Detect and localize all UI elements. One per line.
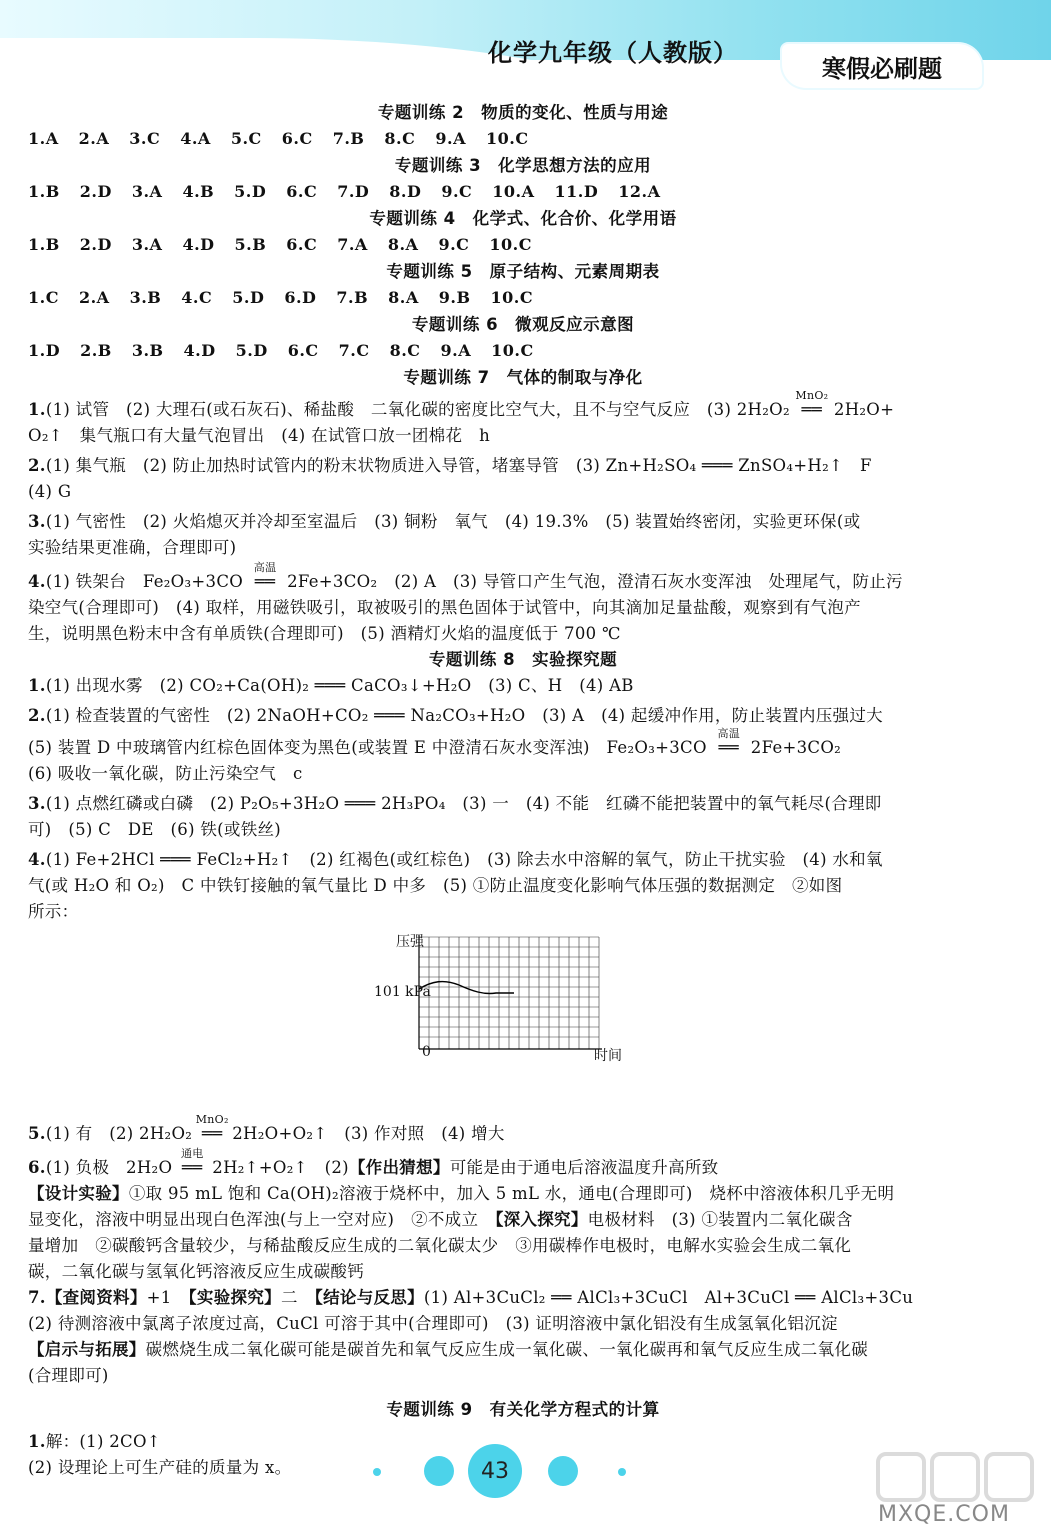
footer-dot xyxy=(548,1456,578,1486)
answer-row xyxy=(28,126,1018,153)
answer: 4.A xyxy=(180,129,211,148)
answer: 3.B xyxy=(129,288,162,307)
answer: 1.A xyxy=(28,129,59,148)
section-title: 专题训练 8 实验探究题 xyxy=(428,650,618,669)
header-badge: 寒假必刷题 xyxy=(782,44,982,88)
answer: 8.D xyxy=(389,182,422,201)
answer: 4.B xyxy=(182,182,215,201)
section-title: 专题训练 5 原子结构、元素周期表 xyxy=(386,262,660,281)
answer-row xyxy=(28,179,1018,206)
answer: 2.B xyxy=(80,341,112,360)
answer: 4.D xyxy=(183,341,216,360)
s8-question-2: 2.(1) 检查装置的气密性 (2) 2NaOH+CO₂ ═══ Na₂CO₃+H₂O (3) A (4) 起缓冲作用，防止装置内压强过大 (5) 装置 D 中玻璃管内红棕色固体变为黑色(或装置 E 中澄清石灰水变浑浊) Fe₂O₃+3CO 高温 ══ 2Fe+3CO₂ (6) 吸收一氧化碳，防止污染空气 c xyxy=(28,706,883,783)
answer-row xyxy=(28,285,1018,312)
pressure-curve xyxy=(419,982,514,994)
s8-question-1: 1.(1) 出现水雾 (2) CO₂+Ca(OH)₂ ═══ CaCO₃↓+H₂O (3) C、H (4) AB xyxy=(28,676,634,695)
question-4: 4.(1) 铁架台 Fe₂O₃+3CO 高温 ══ 2Fe+3CO₂ (2) A (3) 导管口产生气泡，澄清石灰水变浑浊 处理尾气，防止污 染空气(合理即可) (4) 取样，用磁铁吸引，取被吸引的黑色固体于试管中，向其滴加足量盐酸，观察到有气泡产 生，说明黑色粉末中含有单质铁(合理即可) (5) 酒精灯火焰的温度低于 700 ℃ xyxy=(28,561,903,643)
answer: 8.C xyxy=(389,341,421,360)
pressure-graph xyxy=(28,925,1018,1111)
s8-question-7: 7.【查阅资料】+1 【实验探究】二 【结论与反思】(1) Al+3CuCl₂ ══ AlCl₃+3CuCl Al+3CuCl ══ AlCl₃+3Cu (2) 待测溶液中氯离子浓度过高，CuCl 可溶于其中(合理即可) (3) 证明溶液中氯化铝没有生成氢氧化铝沉淀 【启示与拓展】碳燃烧生成二氧化碳可能是碳首先和氧气反应生成一氧化碳、一氧化碳再和氧气反应生成二氧化碳 (合理即可) xyxy=(28,1288,914,1385)
answer: 3.B xyxy=(131,341,164,360)
question-2: 2.(1) 集气瓶 (2) 防止加热时试管内的粉末状物质进入导管，堵塞导管 (3) Zn+H₂SO₄ ═══ ZnSO₄+H₂↑ F (4) G xyxy=(28,456,872,501)
book-title: 化学九年级（人教版） xyxy=(488,39,738,67)
section-title: 专题训练 4 化学式、化合价、化学用语 xyxy=(369,209,677,228)
question-3: 3.(1) 气密性 (2) 火焰熄灭并冷却至室温后 (3) 铜粉 氧气 (4) 19.3% (5) 装置始终密闭，实验更环保(或 实验结果更准确，合理即可) xyxy=(28,512,861,557)
answer: 9.C xyxy=(438,235,470,254)
answer-row xyxy=(28,232,1018,259)
graph-origin: 0 xyxy=(422,1044,431,1060)
section-title: 专题训练 7 气体的制取与净化 xyxy=(403,368,643,387)
answer: 1.B xyxy=(28,235,60,254)
footer-dot xyxy=(618,1468,626,1476)
answer: 3.C xyxy=(129,129,161,148)
answer: 9.B xyxy=(438,288,471,307)
section-title: 专题训练 2 物质的变化、性质与用途 xyxy=(377,103,669,122)
answer: 1.B xyxy=(28,182,60,201)
answer: 12.A xyxy=(618,182,661,201)
answer: 5.B xyxy=(234,235,267,254)
footer-dot xyxy=(424,1456,454,1486)
graph-xlabel: 时间 xyxy=(594,1048,622,1064)
section-title: 专题训练 3 化学思想方法的应用 xyxy=(394,156,652,175)
watermark-text: MXQE.COM xyxy=(878,1502,1010,1527)
question-1: 1.(1) 试管 (2) 大理石(或石灰石)、稀盐酸 二氧化碳的密度比空气大，且不与空气反应 (3) 2H₂O₂ MnO₂ ══ 2H₂O+ O₂↑ 集气瓶口有大量气泡冒出 (4) 在试管口放一团棉花 h xyxy=(28,389,895,445)
answer: 6.C xyxy=(286,235,318,254)
answer: 5.D xyxy=(235,341,268,360)
answer: 2.A xyxy=(78,129,110,148)
answer: 3.A xyxy=(131,235,163,254)
s8-question-5: 5.(1) 有 (2) 2H₂O₂ MnO₂ ══ 2H₂O+O₂↑ (3) 作对照 (4) 增大 xyxy=(28,1113,505,1143)
section-title: 专题训练 6 微观反应示意图 xyxy=(411,315,635,334)
graph-ytick: 101 kPa xyxy=(374,984,431,1000)
answer: 10.C xyxy=(491,341,534,360)
answer: 6.C xyxy=(281,129,313,148)
answer: 5.D xyxy=(232,288,265,307)
answer: 10.C xyxy=(485,129,529,148)
graph-ylabel: 压强 xyxy=(396,934,424,950)
answer: 7.B xyxy=(332,129,365,148)
answer: 1.D xyxy=(28,341,61,360)
footer-dot xyxy=(373,1468,381,1476)
answer: 10.C xyxy=(490,288,534,307)
answer: 9.A xyxy=(435,129,466,148)
answer-content xyxy=(28,100,1018,1481)
answer: 6.D xyxy=(284,288,317,307)
answer: 10.A xyxy=(492,182,535,201)
answer: 7.B xyxy=(336,288,369,307)
answer: 6.C xyxy=(287,341,319,360)
answer: 7.C xyxy=(338,341,370,360)
answer: 2.D xyxy=(79,182,112,201)
answer: 9.C xyxy=(441,182,473,201)
answer: 2.D xyxy=(79,235,112,254)
answer: 4.D xyxy=(182,235,215,254)
answer: 3.A xyxy=(131,182,163,201)
answer: 8.A xyxy=(388,288,419,307)
answer: 1.C xyxy=(28,288,59,307)
answer: 4.C xyxy=(181,288,213,307)
answer: 5.D xyxy=(234,182,267,201)
answer: 7.A xyxy=(337,235,368,254)
answer: 2.A xyxy=(78,288,110,307)
answer: 10.C xyxy=(489,235,532,254)
answer: 9.A xyxy=(440,341,472,360)
answer: 7.D xyxy=(337,182,370,201)
page-number: 43 xyxy=(468,1444,522,1498)
s8-question-3: 3.(1) 点燃红磷或白磷 (2) P₂O₅+3H₂O ═══ 2H₃PO₄ (3) 一 (4) 不能 红磷不能把装置中的氧气耗尽(合理即 可) (5) C DE (6) 铁(或铁丝) xyxy=(28,794,882,839)
answer: 8.A xyxy=(387,235,419,254)
section-title: 专题训练 9 有关化学方程式的计算 xyxy=(386,1400,660,1419)
answer: 11.D xyxy=(554,182,599,201)
answer: 6.C xyxy=(286,182,318,201)
s8-question-4: 4.(1) Fe+2HCl ═══ FeCl₂+H₂↑ (2) 红褐色(或红棕色) (3) 除去水中溶解的氧气，防止干扰实验 (4) 水和氧 气(或 H₂O 和 O₂) C 中铁钉接触的氧气量比 D 中多 (5) ①防止温度变化影响气体压强的数据测定 ②如图 所示： xyxy=(28,850,883,921)
answer: 5.C xyxy=(230,129,262,148)
answer-row xyxy=(28,338,1018,365)
s9-question-1: 1.解：(1) 2CO↑ (2) 设理论上可生产硅的质量为 x。 xyxy=(28,1432,292,1477)
s8-question-6: 6.(1) 负极 2H₂O 通电 ══ 2H₂↑+O₂↑ (2)【作出猜想】可能是由于通电后溶液温度升高所致 【设计实验】①取 95 mL 饱和 Ca(OH)₂溶液于烧杯中，加入 5 mL 水，通电(合理即可) 烧杯中溶液体积几乎无明 显变化，溶液中明显出现白色浑浊(与上一空对应) ②不成立 【深入探究】电极材料 (3) ①装置内二氧化碳含 量增加 ②碳酸钙含量较少，与稀盐酸反应生成的二氧化碳太少 ③用碳棒作电极时，电解水实验会生成二氧化 碳，二氧化碳与氢氧化钙溶液反应生成碳酸钙 xyxy=(28,1147,895,1281)
answer: 8.C xyxy=(384,129,416,148)
